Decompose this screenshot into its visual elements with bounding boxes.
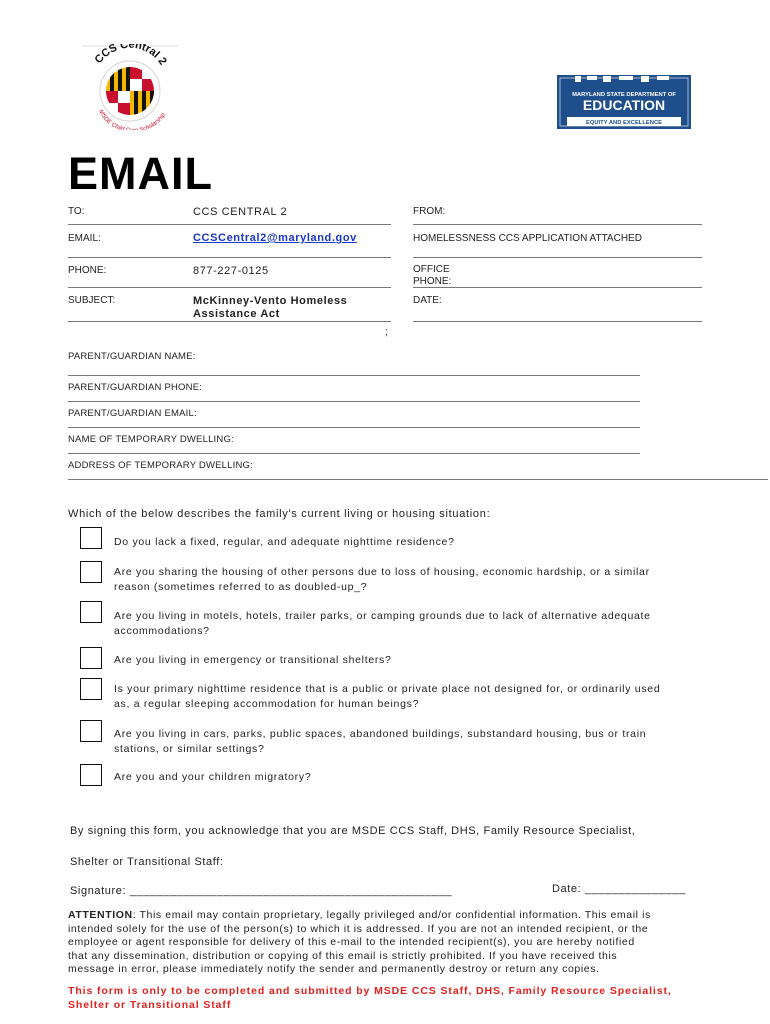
checkbox-q2[interactable] (80, 561, 102, 583)
parent-phone-field[interactable] (68, 401, 640, 402)
checkbox-q1[interactable] (80, 527, 102, 549)
parent-email-label: PARENT/GUARDIAN EMAIL: (68, 408, 197, 419)
phone-value: 877-227-0125 (193, 265, 269, 277)
checkbox-q6[interactable] (80, 720, 102, 742)
from-label: FROM: (413, 206, 446, 217)
ccs-logo-top-text: CCS Central 2 (92, 44, 169, 68)
msde-logo (557, 75, 691, 129)
email-label: EMAIL: (68, 233, 101, 244)
checkbox-q4[interactable] (80, 647, 102, 669)
question-3-line1: Are you living in motels, hotels, trailer parks, or camping grounds due to lack of alternative adequate (114, 610, 651, 622)
acknowledge-line2: Shelter or Transitional Staff: (70, 856, 224, 868)
email-note: HOMELESSNESS CCS APPLICATION ATTACHED (413, 233, 642, 244)
subject-value-line2: Assistance Act (193, 308, 280, 320)
page-title: EMAIL (68, 148, 213, 199)
question-6 (114, 727, 704, 757)
question-7 (114, 770, 704, 785)
dwelling-address-label: ADDRESS OF TEMPORARY DWELLING: (68, 460, 253, 471)
question-4-line1: Are you living in emergency or transitional shelters? (114, 654, 392, 666)
question-2-line2: reason (sometimes referred to as doubled-up_? (114, 581, 368, 593)
email-link[interactable]: CCSCentral2@maryland.gov (193, 232, 357, 244)
parent-name-label: PARENT/GUARDIAN NAME: (68, 351, 196, 362)
subject-label: SUBJECT: (68, 295, 116, 306)
question-1 (114, 535, 704, 550)
header-rule (413, 257, 702, 258)
signature-field[interactable]: Signature: ________________________________________________ (70, 885, 453, 897)
separator-mark: ; (385, 327, 388, 338)
dwelling-name-label: NAME OF TEMPORARY DWELLING: (68, 434, 234, 445)
attention-heading: ATTENTION (68, 909, 133, 921)
question-5 (114, 682, 704, 712)
question-7-line1: Are you and your children migratory? (114, 771, 312, 783)
msde-logo-line1: MARYLAND STATE DEPARTMENT OF (572, 92, 676, 98)
date-label: DATE: (413, 295, 442, 306)
parent-name-field[interactable] (68, 375, 640, 376)
office-phone-label: PHONE: (413, 276, 452, 287)
question-6-line1: Are you living in cars, parks, public spaces, abandoned buildings, substandard housing, bus or train (114, 728, 647, 740)
attention-line5: message in error, please immediately notify the sender and permanently destroy or return any copies. (68, 963, 600, 976)
question-3 (114, 609, 704, 639)
question-title: Which of the below describes the family's current living or housing situation: (68, 508, 491, 520)
submission-notice-line1: This form is only to be completed and submitted by MSDE CCS Staff, DHS, Family Resource Specialist, (68, 985, 672, 997)
question-4 (114, 653, 704, 668)
header-rule (68, 321, 391, 322)
attention-line2: intended solely for the use of the person(s) to which it is addressed. If you are not an intended recipient, or the (68, 922, 649, 935)
dwelling-address-field[interactable] (68, 479, 768, 480)
phone-label: PHONE: (68, 265, 107, 276)
ccs-logo-bottom-text: MSDE Child cholarship (97, 109, 167, 130)
attention-line3: employee or agent responsible for delivery of this e-mail to the intended recipient(s), you are hereby notified (68, 936, 635, 949)
submission-notice (68, 984, 708, 1012)
checkbox-q7[interactable] (80, 764, 102, 786)
office-phone-label: OFFICE (413, 264, 450, 275)
signature-date-field[interactable]: Date: _______________ (552, 883, 686, 895)
acknowledge-line1: By signing this form, you acknowledge that you are MSDE CCS Staff, DHS, Family Resource Specialist, (70, 825, 636, 837)
question-6-line2: stations, or similar settings? (114, 743, 265, 755)
to-label: TO: (68, 206, 85, 217)
attention-line4: that any dissemination, distribution or copying of this email is strictly prohibited. If you have received this (68, 949, 618, 962)
question-2 (114, 565, 704, 595)
header-rule (413, 287, 702, 288)
question-1-line1: Do you lack a fixed, regular, and adequate nighttime residence? (114, 536, 455, 548)
msde-logo-line3: EQUITY AND EXCELLENCE (585, 120, 663, 126)
checkbox-q5[interactable] (80, 678, 102, 700)
subject-value-line1: McKinney-Vento Homeless (193, 295, 348, 307)
ccs-central-logo (80, 44, 180, 130)
header-rule (68, 224, 391, 225)
attention-notice (68, 909, 708, 977)
msde-logo-line2: EDUCATION (582, 97, 666, 113)
submission-notice-line2: Shelter or Transitional Staff (68, 999, 232, 1011)
dwelling-name-field[interactable] (68, 453, 640, 454)
header-rule (413, 321, 702, 322)
question-3-line2: accommodations? (114, 625, 210, 637)
header-rule (68, 287, 391, 288)
question-5-line2: as, a regular sleeping accommodation for human beings? (114, 698, 420, 710)
attention-line1: : This email may contain proprietary, legally privileged and/or confidential information. This email is (132, 909, 651, 921)
checkbox-q3[interactable] (80, 601, 102, 623)
question-5-line1: Is your primary nighttime residence that is a public or private place not designed for, or ordinarily used (114, 683, 661, 695)
question-2-line1: Are you sharing the housing of other persons due to loss of housing, economic hardship, or a similar (114, 566, 650, 578)
to-value: CCS CENTRAL 2 (193, 206, 288, 218)
parent-email-field[interactable] (68, 427, 640, 428)
parent-phone-label: PARENT/GUARDIAN PHONE: (68, 382, 203, 393)
header-rule (413, 224, 702, 225)
header-rule (68, 257, 391, 258)
